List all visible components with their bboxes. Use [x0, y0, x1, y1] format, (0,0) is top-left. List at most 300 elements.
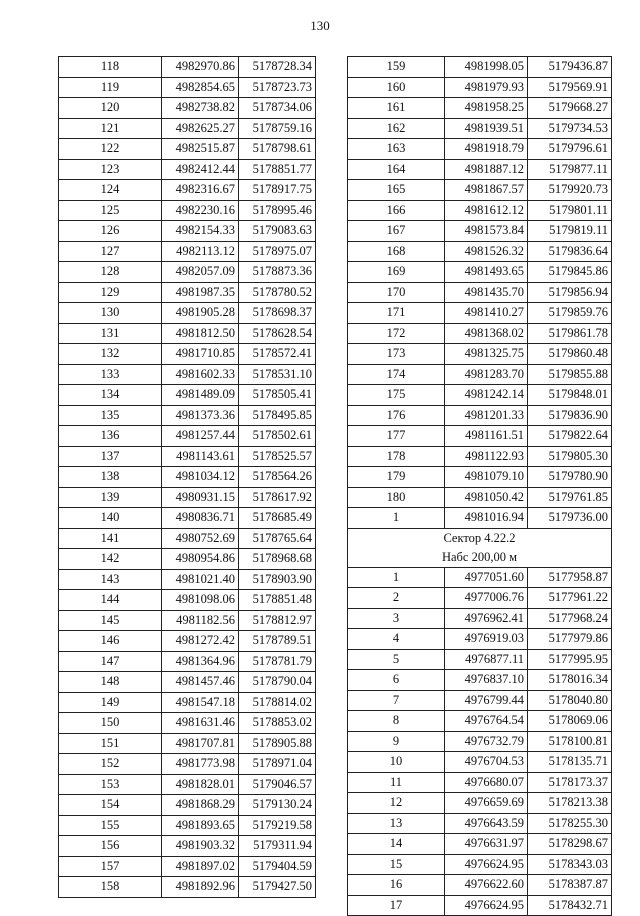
x-coordinate-cell: 4981887.12	[445, 159, 528, 180]
y-coordinate-cell: 5178790.04	[239, 672, 316, 693]
point-number-cell: 5	[348, 649, 445, 670]
y-coordinate-cell: 5179311.94	[239, 836, 316, 857]
y-coordinate-cell: 5178798.61	[239, 139, 316, 160]
x-coordinate-cell: 4976877.11	[445, 649, 528, 670]
x-coordinate-cell: 4981905.28	[162, 303, 239, 324]
x-coordinate-cell: 4981143.61	[162, 446, 239, 467]
x-coordinate-cell: 4976704.53	[445, 752, 528, 773]
table-row	[348, 467, 612, 488]
x-coordinate-cell: 4981707.81	[162, 733, 239, 754]
y-coordinate-cell: 5179734.53	[528, 118, 612, 139]
point-number-cell: 135	[59, 405, 162, 426]
table-row	[59, 528, 316, 549]
x-coordinate-cell: 4981242.14	[445, 385, 528, 406]
x-coordinate-cell: 4981903.32	[162, 836, 239, 857]
point-number-cell: 9	[348, 731, 445, 752]
x-coordinate-cell: 4980954.86	[162, 549, 239, 570]
table-row	[59, 795, 316, 816]
table-row	[348, 57, 612, 78]
section-header-group	[348, 528, 612, 567]
x-coordinate-cell: 4981918.79	[445, 139, 528, 160]
x-coordinate-cell: 4981410.27	[445, 303, 528, 324]
table-row	[59, 364, 316, 385]
x-coordinate-cell: 4981547.18	[162, 692, 239, 713]
y-coordinate-cell: 5178851.77	[239, 159, 316, 180]
y-coordinate-cell: 5177968.24	[528, 608, 612, 629]
table-row	[59, 405, 316, 426]
x-coordinate-cell: 4981034.12	[162, 467, 239, 488]
point-number-cell: 158	[59, 877, 162, 898]
table-row	[348, 588, 612, 609]
x-coordinate-cell: 4980836.71	[162, 508, 239, 529]
table-row	[59, 508, 316, 529]
point-number-cell: 14	[348, 834, 445, 855]
point-number-cell: 11	[348, 772, 445, 793]
y-coordinate-cell: 5178975.07	[239, 241, 316, 262]
table-row	[59, 672, 316, 693]
table-row	[348, 426, 612, 447]
table-row	[59, 118, 316, 139]
table-row	[348, 649, 612, 670]
y-coordinate-cell: 5178698.37	[239, 303, 316, 324]
table-row	[59, 754, 316, 775]
point-number-cell: 146	[59, 631, 162, 652]
table-row	[348, 670, 612, 691]
point-number-cell: 149	[59, 692, 162, 713]
y-coordinate-cell: 5178685.49	[239, 508, 316, 529]
y-coordinate-cell: 5178531.10	[239, 364, 316, 385]
table-row	[348, 241, 612, 262]
x-coordinate-cell: 4981021.40	[162, 569, 239, 590]
x-coordinate-cell: 4976799.44	[445, 690, 528, 711]
table-row	[59, 159, 316, 180]
x-coordinate-cell: 4980752.69	[162, 528, 239, 549]
left-coordinates-table	[58, 56, 316, 898]
table-row	[348, 834, 612, 855]
point-number-cell: 171	[348, 303, 445, 324]
table-row	[348, 854, 612, 875]
y-coordinate-cell: 5178135.71	[528, 752, 612, 773]
x-coordinate-cell: 4982230.16	[162, 200, 239, 221]
x-coordinate-cell: 4981016.94	[445, 508, 528, 529]
y-coordinate-cell: 5179836.90	[528, 405, 612, 426]
y-coordinate-cell: 5178505.41	[239, 385, 316, 406]
table-row	[348, 77, 612, 98]
point-number-cell: 180	[348, 487, 445, 508]
y-coordinate-cell: 5178971.04	[239, 754, 316, 775]
point-number-cell: 154	[59, 795, 162, 816]
table-row	[59, 877, 316, 898]
point-number-cell: 6	[348, 670, 445, 691]
y-coordinate-cell: 5178873.36	[239, 262, 316, 283]
y-coordinate-cell: 5178917.75	[239, 180, 316, 201]
point-number-cell: 172	[348, 323, 445, 344]
y-coordinate-cell: 5179848.01	[528, 385, 612, 406]
table-row	[348, 487, 612, 508]
x-coordinate-cell: 4981958.25	[445, 98, 528, 119]
point-number-cell: 125	[59, 200, 162, 221]
y-coordinate-cell: 5178525.57	[239, 446, 316, 467]
table-row	[59, 221, 316, 242]
y-coordinate-cell: 5178789.51	[239, 631, 316, 652]
table-row	[59, 815, 316, 836]
x-coordinate-cell: 4981573.84	[445, 221, 528, 242]
point-number-cell: 1	[348, 567, 445, 588]
point-number-cell: 161	[348, 98, 445, 119]
point-number-cell: 137	[59, 446, 162, 467]
x-coordinate-cell: 4981435.70	[445, 282, 528, 303]
y-coordinate-cell: 5179569.91	[528, 77, 612, 98]
point-number-cell: 8	[348, 711, 445, 732]
point-number-cell: 147	[59, 651, 162, 672]
point-number-cell: 163	[348, 139, 445, 160]
point-number-cell: 153	[59, 774, 162, 795]
x-coordinate-cell: 4981939.51	[445, 118, 528, 139]
table-row	[348, 752, 612, 773]
point-number-cell: 122	[59, 139, 162, 160]
table-row	[348, 446, 612, 467]
y-coordinate-cell: 5178728.34	[239, 57, 316, 78]
table-row	[348, 344, 612, 365]
table-row	[348, 567, 612, 588]
point-number-cell: 150	[59, 713, 162, 734]
y-coordinate-cell: 5179845.86	[528, 262, 612, 283]
table-row	[348, 139, 612, 160]
y-coordinate-cell: 5178853.02	[239, 713, 316, 734]
x-coordinate-cell: 4981098.06	[162, 590, 239, 611]
y-coordinate-cell: 5178069.06	[528, 711, 612, 732]
section-header-row	[348, 528, 612, 567]
point-number-cell: 151	[59, 733, 162, 754]
table-row	[348, 772, 612, 793]
x-coordinate-cell: 4982113.12	[162, 241, 239, 262]
y-coordinate-cell: 5178781.79	[239, 651, 316, 672]
x-coordinate-cell: 4976919.03	[445, 629, 528, 650]
y-coordinate-cell: 5179219.58	[239, 815, 316, 836]
x-coordinate-cell: 4981710.85	[162, 344, 239, 365]
x-coordinate-cell: 4981122.93	[445, 446, 528, 467]
point-number-cell: 176	[348, 405, 445, 426]
table-row	[59, 467, 316, 488]
point-number-cell: 132	[59, 344, 162, 365]
point-number-cell: 127	[59, 241, 162, 262]
y-coordinate-cell: 5178617.92	[239, 487, 316, 508]
point-number-cell: 143	[59, 569, 162, 590]
x-coordinate-cell: 4981368.02	[445, 323, 528, 344]
table-row	[59, 241, 316, 262]
point-number-cell: 136	[59, 426, 162, 447]
x-coordinate-cell: 4981867.57	[445, 180, 528, 201]
table-row	[59, 774, 316, 795]
x-coordinate-cell: 4976732.79	[445, 731, 528, 752]
y-coordinate-cell: 5178903.90	[239, 569, 316, 590]
point-number-cell: 141	[59, 528, 162, 549]
point-number-cell: 152	[59, 754, 162, 775]
table-row	[59, 200, 316, 221]
x-coordinate-cell: 4981893.65	[162, 815, 239, 836]
table-row	[348, 813, 612, 834]
section-subtitle: Набс 200,00 м	[441, 549, 518, 564]
section-title: Сектор 4.22.2	[443, 530, 516, 545]
point-number-cell: 168	[348, 241, 445, 262]
section-header-cell	[348, 528, 612, 567]
point-number-cell: 131	[59, 323, 162, 344]
x-coordinate-cell: 4976837.10	[445, 670, 528, 691]
table-row	[348, 895, 612, 916]
y-coordinate-cell: 5179801.11	[528, 200, 612, 221]
table-row	[348, 629, 612, 650]
point-number-cell: 128	[59, 262, 162, 283]
point-number-cell: 12	[348, 793, 445, 814]
y-coordinate-cell: 5178814.02	[239, 692, 316, 713]
table-row	[59, 590, 316, 611]
point-number-cell: 164	[348, 159, 445, 180]
point-number-cell: 13	[348, 813, 445, 834]
table-row	[348, 608, 612, 629]
table-row	[59, 446, 316, 467]
y-coordinate-cell: 5177961.22	[528, 588, 612, 609]
table-row	[348, 221, 612, 242]
y-coordinate-cell: 5179436.87	[528, 57, 612, 78]
y-coordinate-cell: 5178100.81	[528, 731, 612, 752]
x-coordinate-cell: 4981201.33	[445, 405, 528, 426]
table-row	[59, 385, 316, 406]
x-coordinate-cell: 4976764.54	[445, 711, 528, 732]
point-number-cell: 148	[59, 672, 162, 693]
x-coordinate-cell: 4982970.86	[162, 57, 239, 78]
table-row	[59, 98, 316, 119]
x-coordinate-cell: 4982625.27	[162, 118, 239, 139]
x-coordinate-cell: 4981272.42	[162, 631, 239, 652]
y-coordinate-cell: 5179761.85	[528, 487, 612, 508]
x-coordinate-cell: 4976680.07	[445, 772, 528, 793]
table-row	[59, 713, 316, 734]
table-row	[348, 200, 612, 221]
x-coordinate-cell: 4981283.70	[445, 364, 528, 385]
table-row	[348, 385, 612, 406]
x-coordinate-cell: 4976962.41	[445, 608, 528, 629]
table-row	[59, 282, 316, 303]
x-coordinate-cell: 4981631.46	[162, 713, 239, 734]
table-row	[59, 569, 316, 590]
y-coordinate-cell: 5178812.97	[239, 610, 316, 631]
y-coordinate-cell: 5179083.63	[239, 221, 316, 242]
x-coordinate-cell: 4980931.15	[162, 487, 239, 508]
point-number-cell: 162	[348, 118, 445, 139]
y-coordinate-cell: 5179855.88	[528, 364, 612, 385]
y-coordinate-cell: 5178255.30	[528, 813, 612, 834]
x-coordinate-cell: 4981493.65	[445, 262, 528, 283]
y-coordinate-cell: 5178572.41	[239, 344, 316, 365]
right-table-body-bottom	[348, 567, 612, 916]
point-number-cell: 175	[348, 385, 445, 406]
x-coordinate-cell: 4982154.33	[162, 221, 239, 242]
y-coordinate-cell: 5177995.95	[528, 649, 612, 670]
table-row	[59, 733, 316, 754]
point-number-cell: 126	[59, 221, 162, 242]
y-coordinate-cell: 5178387.87	[528, 875, 612, 896]
x-coordinate-cell: 4981161.51	[445, 426, 528, 447]
table-row	[59, 262, 316, 283]
point-number-cell: 159	[348, 57, 445, 78]
y-coordinate-cell: 5178780.52	[239, 282, 316, 303]
point-number-cell: 170	[348, 282, 445, 303]
table-row	[348, 262, 612, 283]
point-number-cell: 155	[59, 815, 162, 836]
point-number-cell: 3	[348, 608, 445, 629]
x-coordinate-cell: 4977006.76	[445, 588, 528, 609]
table-row	[59, 610, 316, 631]
point-number-cell: 156	[59, 836, 162, 857]
y-coordinate-cell: 5178502.61	[239, 426, 316, 447]
point-number-cell: 121	[59, 118, 162, 139]
y-coordinate-cell: 5179877.11	[528, 159, 612, 180]
x-coordinate-cell: 4981373.36	[162, 405, 239, 426]
table-row	[348, 711, 612, 732]
x-coordinate-cell: 4977051.60	[445, 567, 528, 588]
point-number-cell: 130	[59, 303, 162, 324]
y-coordinate-cell: 5179046.57	[239, 774, 316, 795]
x-coordinate-cell: 4981364.96	[162, 651, 239, 672]
x-coordinate-cell: 4981050.42	[445, 487, 528, 508]
y-coordinate-cell: 5178016.34	[528, 670, 612, 691]
point-number-cell: 165	[348, 180, 445, 201]
x-coordinate-cell: 4981457.46	[162, 672, 239, 693]
table-row	[348, 118, 612, 139]
y-coordinate-cell: 5179920.73	[528, 180, 612, 201]
point-number-cell: 2	[348, 588, 445, 609]
table-row	[59, 139, 316, 160]
x-coordinate-cell: 4981612.12	[445, 200, 528, 221]
y-coordinate-cell: 5177979.86	[528, 629, 612, 650]
table-row	[348, 731, 612, 752]
x-coordinate-cell: 4982854.65	[162, 77, 239, 98]
y-coordinate-cell: 5179856.94	[528, 282, 612, 303]
table-row	[59, 487, 316, 508]
y-coordinate-cell: 5177958.87	[528, 567, 612, 588]
table-row	[348, 180, 612, 201]
y-coordinate-cell: 5178213.38	[528, 793, 612, 814]
point-number-cell: 10	[348, 752, 445, 773]
right-table-body-top	[348, 57, 612, 529]
table-row	[348, 793, 612, 814]
y-coordinate-cell: 5179860.48	[528, 344, 612, 365]
y-coordinate-cell: 5178759.16	[239, 118, 316, 139]
table-row	[348, 98, 612, 119]
point-number-cell: 177	[348, 426, 445, 447]
point-number-cell: 124	[59, 180, 162, 201]
y-coordinate-cell: 5179668.27	[528, 98, 612, 119]
y-coordinate-cell: 5178298.67	[528, 834, 612, 855]
y-coordinate-cell: 5178995.46	[239, 200, 316, 221]
table-row	[59, 426, 316, 447]
x-coordinate-cell: 4982412.44	[162, 159, 239, 180]
y-coordinate-cell: 5178564.26	[239, 467, 316, 488]
x-coordinate-cell: 4981079.10	[445, 467, 528, 488]
x-coordinate-cell: 4981602.33	[162, 364, 239, 385]
y-coordinate-cell: 5178851.48	[239, 590, 316, 611]
x-coordinate-cell: 4981182.56	[162, 610, 239, 631]
x-coordinate-cell: 4981987.35	[162, 282, 239, 303]
point-number-cell: 139	[59, 487, 162, 508]
point-number-cell: 123	[59, 159, 162, 180]
x-coordinate-cell: 4981257.44	[162, 426, 239, 447]
point-number-cell: 15	[348, 854, 445, 875]
x-coordinate-cell: 4976622.60	[445, 875, 528, 896]
y-coordinate-cell: 5178343.03	[528, 854, 612, 875]
table-row	[348, 690, 612, 711]
point-number-cell: 174	[348, 364, 445, 385]
table-row	[348, 282, 612, 303]
point-number-cell: 120	[59, 98, 162, 119]
point-number-cell: 1	[348, 508, 445, 529]
table-row	[59, 344, 316, 365]
table-row	[59, 57, 316, 78]
table-row	[348, 159, 612, 180]
point-number-cell: 145	[59, 610, 162, 631]
point-number-cell: 17	[348, 895, 445, 916]
x-coordinate-cell: 4976624.95	[445, 854, 528, 875]
y-coordinate-cell: 5179861.78	[528, 323, 612, 344]
y-coordinate-cell: 5179780.90	[528, 467, 612, 488]
x-coordinate-cell: 4982515.87	[162, 139, 239, 160]
table-row	[59, 836, 316, 857]
point-number-cell: 134	[59, 385, 162, 406]
y-coordinate-cell: 5178765.64	[239, 528, 316, 549]
point-number-cell: 16	[348, 875, 445, 896]
table-row	[59, 631, 316, 652]
point-number-cell: 118	[59, 57, 162, 78]
y-coordinate-cell: 5178723.73	[239, 77, 316, 98]
table-row	[59, 549, 316, 570]
point-number-cell: 138	[59, 467, 162, 488]
table-row	[348, 875, 612, 896]
y-coordinate-cell: 5179130.24	[239, 795, 316, 816]
table-row	[59, 692, 316, 713]
point-number-cell: 179	[348, 467, 445, 488]
point-number-cell: 166	[348, 200, 445, 221]
x-coordinate-cell: 4981812.50	[162, 323, 239, 344]
point-number-cell: 157	[59, 856, 162, 877]
x-coordinate-cell: 4981773.98	[162, 754, 239, 775]
y-coordinate-cell: 5179819.11	[528, 221, 612, 242]
point-number-cell: 119	[59, 77, 162, 98]
x-coordinate-cell: 4981868.29	[162, 795, 239, 816]
x-coordinate-cell: 4981526.32	[445, 241, 528, 262]
y-coordinate-cell: 5178432.71	[528, 895, 612, 916]
x-coordinate-cell: 4982316.67	[162, 180, 239, 201]
x-coordinate-cell: 4982057.09	[162, 262, 239, 283]
y-coordinate-cell: 5178628.54	[239, 323, 316, 344]
x-coordinate-cell: 4976659.69	[445, 793, 528, 814]
y-coordinate-cell: 5179404.59	[239, 856, 316, 877]
y-coordinate-cell: 5179822.64	[528, 426, 612, 447]
table-row	[348, 364, 612, 385]
y-coordinate-cell: 5179427.50	[239, 877, 316, 898]
x-coordinate-cell: 4982738.82	[162, 98, 239, 119]
y-coordinate-cell: 5179836.64	[528, 241, 612, 262]
point-number-cell: 133	[59, 364, 162, 385]
y-coordinate-cell: 5178495.85	[239, 405, 316, 426]
table-row	[348, 303, 612, 324]
y-coordinate-cell: 5178968.68	[239, 549, 316, 570]
x-coordinate-cell: 4981979.93	[445, 77, 528, 98]
table-row	[348, 405, 612, 426]
x-coordinate-cell: 4981489.09	[162, 385, 239, 406]
x-coordinate-cell: 4976643.59	[445, 813, 528, 834]
y-coordinate-cell: 5179736.00	[528, 508, 612, 529]
x-coordinate-cell: 4981897.02	[162, 856, 239, 877]
